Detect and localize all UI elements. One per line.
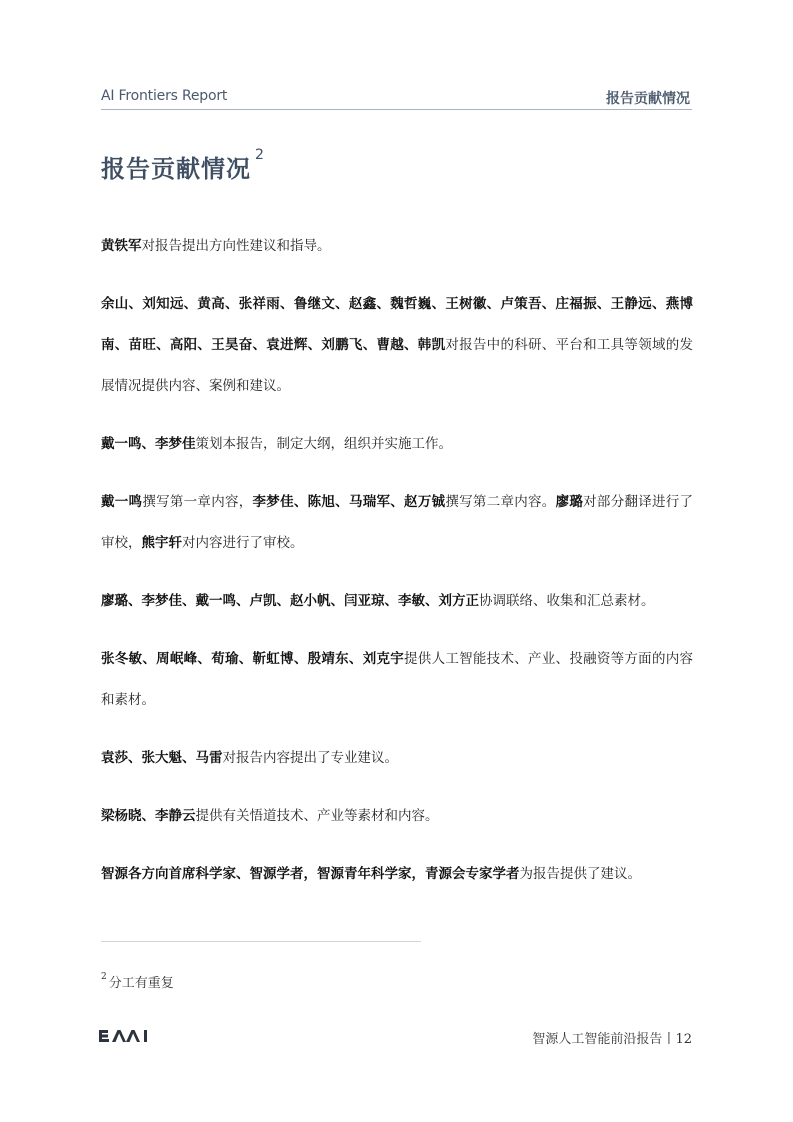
contributor-names: 戴一鸣	[101, 494, 143, 510]
contribution-description: 对部分翻译进行了审校，	[101, 494, 694, 551]
page-number: 12	[675, 1032, 692, 1047]
contribution-paragraph	[101, 424, 693, 465]
contributor-names: 张冬敏、周岷峰、荀瑜、靳虹博、殷靖东、刘克宇	[101, 651, 405, 667]
contribution-paragraph	[101, 854, 693, 895]
contribution-description: 对报告提出方向性建议和指导。	[141, 238, 331, 254]
contribution-description: 对报告内容提出了专业建议。	[222, 750, 398, 766]
contributor-names: 梁杨晓、李静云	[101, 808, 196, 824]
title-footnote-mark[interactable]: 2	[255, 147, 265, 163]
contribution-description: 协调联络、收集和汇总素材。	[479, 593, 655, 609]
header-divider	[101, 109, 692, 110]
contributor-names: 廖璐、李梦佳、戴一鸣、卢凯、赵小帆、闫亚琼、李敏、刘方正	[101, 593, 479, 609]
contributor-names: 戴一鸣、李梦佳	[101, 436, 196, 452]
header-section-title: 报告贡献情况	[606, 91, 690, 107]
contribution-paragraph	[101, 226, 693, 267]
contribution-paragraph	[101, 796, 693, 837]
footnote-mark: 2	[101, 972, 107, 982]
contributor-names: 熊宇轩	[141, 535, 182, 551]
contribution-description: 撰写第二章内容。	[445, 494, 556, 510]
contribution-paragraph	[101, 482, 693, 564]
contributor-names: 余山、刘知远、黄高、张祥雨、鲁继文、赵鑫、魏哲巍、王树徽、卢策吾、庄福振、王静远、燕博南、苗旺、高阳、王昊奋、袁进辉、刘鹏飞、曹越、韩凯	[101, 296, 693, 353]
contribution-paragraph	[101, 581, 693, 622]
footer-page-info	[532, 1028, 692, 1047]
footnote	[101, 972, 174, 991]
contributor-names: 智源各方向首席科学家、智源学者，智源青年科学家，青源会专家学者	[101, 866, 520, 882]
header-report-name: AI Frontiers Report	[101, 88, 228, 104]
contribution-description: 为报告提供了建议。	[519, 866, 641, 882]
baai-logo	[99, 1029, 149, 1043]
contributions-body	[101, 226, 693, 912]
contribution-description: 提供有关悟道技术、产业等素材和内容。	[195, 808, 439, 824]
page-title-text: 报告贡献情况	[101, 155, 251, 183]
contribution-paragraph	[101, 639, 693, 721]
contribution-description: 对报告中的科研、平台和工具等领域的发展情况提供内容、案例和建议。	[101, 337, 694, 394]
contribution-description: 策划本报告，制定大纲，组织并实施工作。	[195, 436, 452, 452]
contribution-paragraph	[101, 738, 693, 779]
contribution-description: 撰写第一章内容，	[142, 494, 253, 510]
footer-separator: 丨	[662, 1032, 676, 1047]
page-title	[101, 149, 265, 184]
contribution-description: 提供人工智能技术、产业、投融资等方面的内容和素材。	[101, 651, 694, 708]
contributor-names: 黄铁军	[101, 238, 142, 254]
contributor-names: 袁莎、张大魁、马雷	[101, 750, 223, 766]
contributor-names: 李梦佳、陈旭、马瑞军、赵万铖	[252, 494, 446, 510]
contribution-description: 对内容进行了审校。	[182, 535, 304, 551]
contributor-names: 廖璐	[555, 494, 584, 510]
footnote-divider	[101, 941, 421, 942]
footer-report-name: 智源人工智能前沿报告	[532, 1032, 663, 1047]
contribution-paragraph	[101, 284, 693, 407]
footnote-text: 分工有重复	[108, 976, 174, 991]
